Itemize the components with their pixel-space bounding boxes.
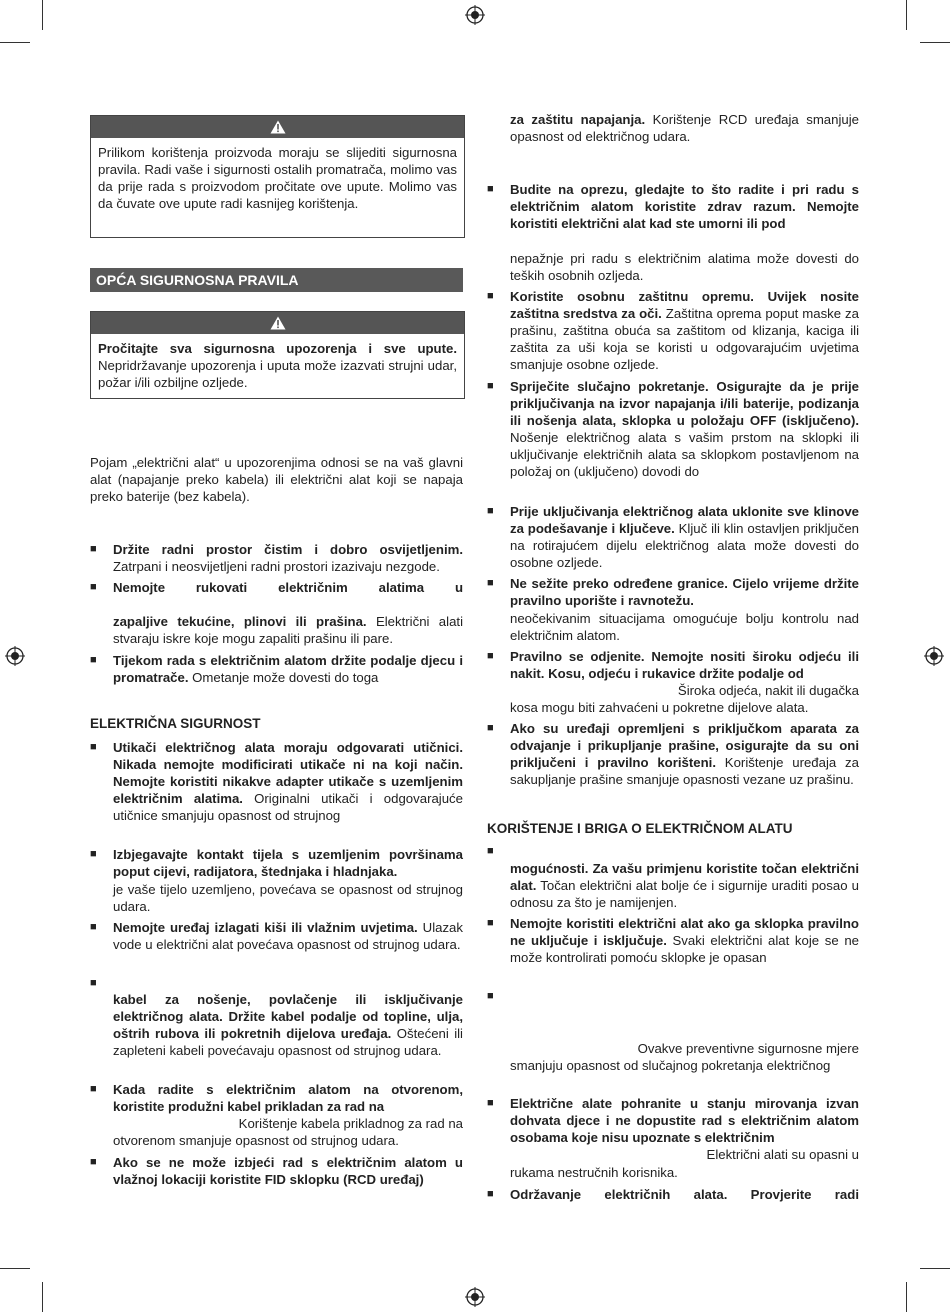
list-item-continued: kabel za nošenje, povlačenje ili isključivanje električnog alata. Držite kabel podalje od topline, ulja, oštrih rubova ili pokretnih dijelova uređaja. Oštećeni ili zapleteni kabeli povećavaju opasnost od strujnog udara. bbox=[113, 992, 463, 1058]
list-item: ■ Izbjegavajte kontakt tijela s uzemljenim površinama poput cijevi, radijatora, štednjaka i hladnjaka. bbox=[90, 847, 463, 879]
list-item: ■ Koristite osobnu zaštitnu opremu. Uvijek nosite zaštitna sredstva za oči. Zaštitna oprema poput maske za prašinu, zaštitna obuća sa zaštitom od klizanja, kaciga ili zaštita za uši koja se koristi u odgovarajućim uvjetima smanjuje osobne ozljede. bbox=[487, 289, 859, 372]
list-item-continued: za zaštitu napajanja. Korištenje RCD uređaja smanjuje opasnost od električnog udara. bbox=[510, 112, 859, 144]
warning-triangle-icon bbox=[270, 316, 286, 330]
list-item-continued: mogućnosti. Za vašu primjenu koristite točan električni alat. Točan električni alat bolje će i sigurnije uraditi posao u odnosu za što je namijenjen. bbox=[510, 861, 859, 910]
crop-mark bbox=[906, 1282, 907, 1312]
list-item: ■ Nemojte koristiti električni alat ako ga sklopka pravilno ne uključuje i isključuje. Svaki električni alat koje se ne može kontrolirati pomoću sklopke je opasan bbox=[487, 916, 859, 965]
registration-mark-icon bbox=[465, 5, 485, 25]
crop-mark bbox=[0, 1268, 30, 1269]
list-item-continued: kosa mogu biti zahvaćeni u pokretne dijelove alata. bbox=[510, 700, 809, 715]
list-item: ■ Ako se ne može izbjeći rad s električnim alatom u vlažnoj lokaciji koristite FID sklopku (RCD uređaj) bbox=[90, 1155, 463, 1187]
list-item-continued: nepažnje pri radu s električnim alatima može dovesti do teških osobnih ozljeda. bbox=[510, 251, 859, 283]
section-heading: ELEKTRIČNA SIGURNOST bbox=[90, 716, 261, 731]
list-item: ■ Kada radite s električnim alatom na otvorenom, koristite produžni kabel prikladan za rad na Korištenje kabela prikladnog za rad na bbox=[90, 1082, 463, 1131]
list-item: ■ Električne alate pohranite u stanju mirovanja izvan dohvata djece i ne dopustite rad s električnim alatom osobama koje nisu upoznate s električnim Električni alati su opasni u bbox=[487, 1096, 859, 1162]
list-item-continued: Ovakve preventivne sigurnosne mjere bbox=[637, 1041, 859, 1056]
crop-mark bbox=[0, 42, 30, 43]
registration-mark-icon bbox=[5, 646, 25, 666]
crop-mark bbox=[920, 1268, 950, 1269]
crop-mark bbox=[42, 1282, 43, 1312]
section-band-title: OPĆA SIGURNOSNA PRAVILA bbox=[90, 268, 463, 292]
list-item-continued: otvorenom smanjuje opasnost od strujnog udara. bbox=[113, 1133, 399, 1148]
list-item: ■ Pravilno se odjenite. Nemojte nositi široku odjeću ili nakit. Kosu, odjeću i rukavice držite podalje od Široka odjeća, nakit ili dugačka bbox=[487, 649, 859, 698]
list-item: ■ Držite radni prostor čistim i dobro osvijetljenim. Zatrpani i neosvijetljeni radni prostori izazivaju nezgode. bbox=[90, 542, 463, 574]
list-item: ■ Tijekom rada s električnim alatom držite podalje djecu i promatrače. Ometanje može dovesti do toga bbox=[90, 653, 463, 685]
list-item: ■ Ne sežite preko određene granice. Cijelo vrijeme držite pravilno uporište i ravnotežu. bbox=[487, 576, 859, 608]
list-item-continued: je vaše tijelo uzemljeno, povećava se opasnost od strujnog udara. bbox=[113, 882, 463, 914]
warning-triangle-icon bbox=[270, 120, 286, 134]
list-item-continued: zapaljive tekućine, plinovi ili prašina. Električni alati stvaraju iskre koje mogu zapaliti prašinu ili pare. bbox=[113, 614, 463, 646]
list-item-continued: rukama nestručnih korisnika. bbox=[510, 1165, 678, 1180]
list-item-continued: neočekivanim situacijama omogućuje bolju kontrolu nad električnim alatom. bbox=[510, 611, 859, 643]
warning-box bbox=[90, 311, 465, 399]
crop-mark bbox=[42, 0, 43, 30]
list-item: ■ Nemojte rukovati električnim alatima u bbox=[90, 580, 463, 595]
list-item: ■ Utikači električnog alata moraju odgovarati utičnici. Nikada nemojte modificirati utikače ni na koji način. Nemojte koristiti nikakve adapter utikače s uzemljenim električnim alatima. Originalni utikači i odgovarajuće utičnice smanjuju opasnost od strujnog bbox=[90, 740, 463, 823]
list-item: ■ Održavanje električnih alata. Provjerite radi bbox=[487, 1187, 859, 1202]
intro-paragraph: Pojam „električni alat“ u upozorenjima odnosi se na vaš glavni alat (napajanje preko kabela) ili električni alat koji se napaja preko baterije (bez kabela). bbox=[90, 455, 463, 504]
list-item: ■ Prije uključivanja električnog alata uklonite sve klinove za podešavanje i ključeve. Ključ ili klin ostavljen priključen na rotirajućem dijelu električnog alata može dovesti do osobne ozljede. bbox=[487, 504, 859, 570]
warning-box bbox=[90, 115, 465, 238]
registration-mark-icon bbox=[924, 646, 944, 666]
warning-header bbox=[91, 116, 464, 138]
warning-text: Prilikom korištenja proizvoda moraju se slijediti sigurnosna pravila. Radi vaše i sigurnosti ostalih promatrača, molimo vas da prije rada s proizvodom pročitate ove upute. Molimo vas da čuvate ove upute radi kasnijeg korištenja. bbox=[98, 145, 457, 211]
list-item: ■ Budite na oprezu, gledajte to što radite i pri radu s električnim alatom koristite zdrav razum. Nemojte koristiti električni alat kad ste umorni ili pod bbox=[487, 182, 859, 231]
crop-mark bbox=[906, 0, 907, 30]
crop-mark bbox=[920, 42, 950, 43]
section-heading: KORIŠTENJE I BRIGA O ELEKTRIČNOM ALATU bbox=[487, 821, 793, 836]
registration-mark-icon bbox=[465, 1287, 485, 1307]
list-item-continued: smanjuju opasnost od slučajnog pokretanja električnog bbox=[510, 1058, 831, 1073]
warning-text: Pročitajte sva sigurnosna upozorenja i sve upute. Nepridržavanje upozorenja i uputa može izazvati strujni udar, požar i/ili ozbiljne ozljede. bbox=[98, 341, 457, 390]
list-item: ■ Ako su uređaji opremljeni s priključkom aparata za odvajanje i prikupljanje prašine, osigurajte da su oni priključeni i pravilno korišteni. Korištenje uređaja za sakupljanje prašine smanjuje opasnosti vezane uz prašinu. bbox=[487, 721, 859, 787]
warning-header bbox=[91, 312, 464, 334]
list-item: ■ Spriječite slučajno pokretanje. Osigurajte da je prije priključivanja na izvor napajanja i/ili baterije, podizanja ili nošenja alata, sklopka u položaju OFF (isključeno). Nošenje električnog alata s vašim prstom na sklopki ili uključivanje električnih alata sa sklopkom postavljenom na položaj on (uključeno) dovodi do bbox=[487, 379, 859, 479]
list-item: ■ Nemojte uređaj izlagati kiši ili vlažnim uvjetima. Ulazak vode u električni alat povećava opasnost od strujnog udara. bbox=[90, 920, 463, 952]
